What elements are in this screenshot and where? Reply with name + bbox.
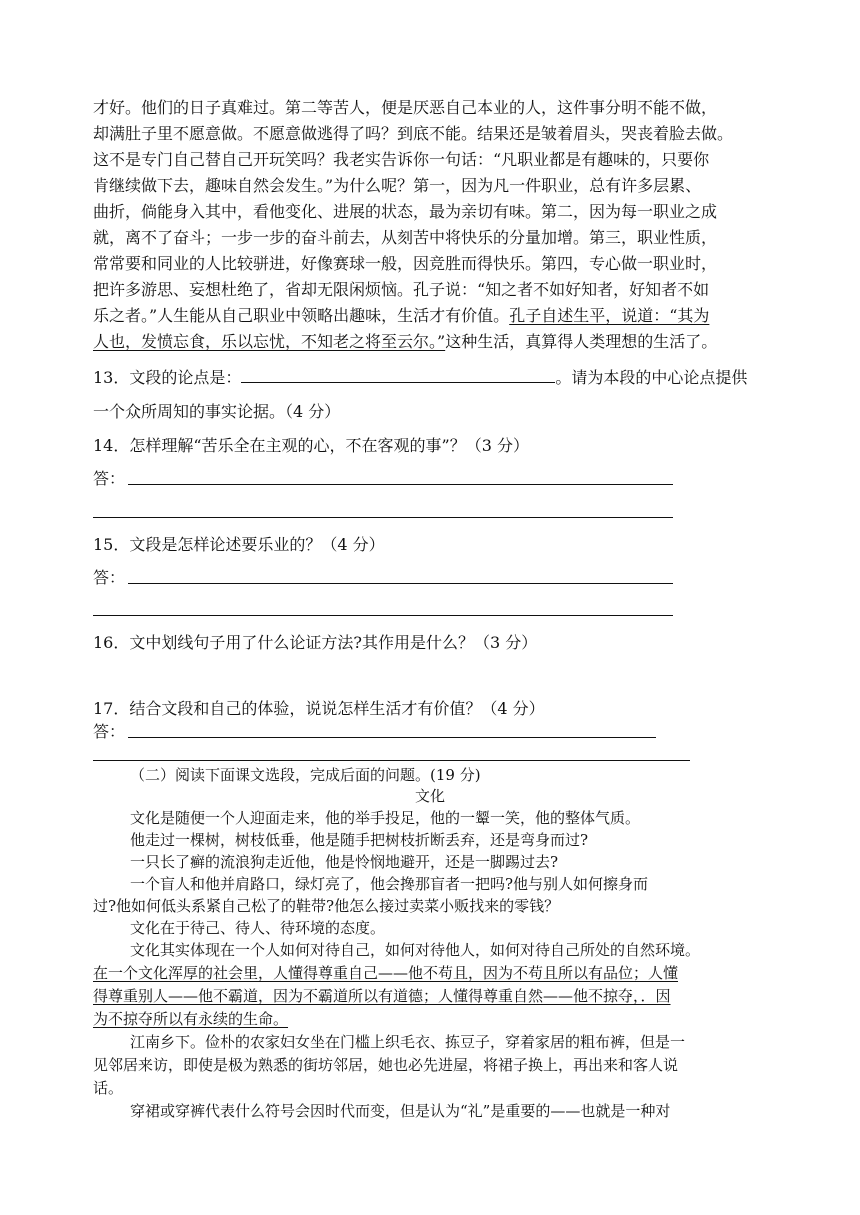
q15-answer-line-2[interactable] [93, 615, 673, 616]
q17-answer-label: 答： [93, 722, 126, 741]
q17-answer-line-1[interactable] [128, 737, 656, 738]
passage2-line-4: 一个盲人和他并肩路口，绿灯亮了，他会搀那盲者一把吗?他与别人如何擦身而 [130, 875, 649, 893]
passage1-line-1: 才好。他们的日子真难过。第二等苦人，便是厌恶自己本业的人，这件事分明不能不做， [93, 98, 718, 117]
passage2-underlined-line-1: 在一个文化浑厚的社会里，人懂得尊重自己——他不苟且，因为不苟且所以有品位；人懂 [93, 964, 679, 982]
q14-answer-label: 答： [93, 469, 126, 488]
q17-answer-line-2[interactable] [93, 760, 690, 761]
question-13-line-2: 一个众所周知的事实论据。（4 分） [93, 402, 341, 421]
passage1-line-9-plain: 乐之者。”人生能从自己职业中领略出趣味，生活才有价值。 [93, 306, 510, 325]
passage2-line-11: 穿裙或穿裤代表什么符号会因时代而变，但是认为“礼”是重要的——也就是一种对 [130, 1102, 671, 1120]
q15-answer-label: 答： [93, 568, 126, 587]
question-15: 15．文段是怎样论述要乐业的？（4 分） [93, 535, 385, 554]
section-2-heading: （二）阅读下面课文选段，完成后面的问题。(19 分) [130, 766, 481, 784]
passage2-line-8: 江南乡下。俭朴的农家妇女坐在门槛上织毛衣、拣豆子，穿着家居的粗布裤，但是一 [130, 1033, 686, 1051]
passage1-line-10-plain: 这种生活，真算得人类理想的生活了。 [445, 332, 718, 351]
passage2-line-5: 过?他如何低头系紧自己松了的鞋带?他怎么接过卖菜小贩找来的零钱？ [93, 897, 560, 915]
passage2-line-6: 文化在于待己、待人、待环境的态度。 [130, 919, 386, 937]
passage2-underlined-line-3: 为不掠夺所以有永续的生命。 [93, 1010, 289, 1028]
question-16: 16．文中划线句子用了什么论证方法?其作用是什么？（3 分） [93, 633, 538, 652]
passage2-underlined-line-2: 得尊重别人——他不霸道，因为不霸道所以有道德；人懂得尊重自然——他不掠夺，．因 [93, 987, 671, 1005]
passage2-line-10: 话。 [93, 1079, 124, 1097]
q14-answer-line-2[interactable] [93, 517, 673, 518]
passage1-line-7: 常常要和同业的人比较骈进，好像赛球一般，因竞胜而得快乐。第四，专心做一职业时， [93, 254, 718, 273]
q14-answer-line-1[interactable] [128, 484, 673, 485]
underlined-sentence-part-2: 人也，发愤忘食，乐以忘忧，不知老之将至云尔。” [93, 332, 446, 351]
passage1-line-5: 曲折，倘能身入其中，看他变化、进展的状态，最为亲切有味。第二，因为每一职业之成 [93, 202, 718, 221]
passage2-line-7: 文化其实体现在一个人如何对待自己，如何对待他人，如何对待自己所处的自然环境。 [130, 941, 701, 959]
passage1-line-10 [93, 332, 717, 352]
underlined-sentence-part-1: 孔子自述生平，说道：“其为 [509, 306, 710, 325]
passage1-line-8: 把许多游思、妄想杜绝了，省却无限闲烦恼。孔子说：“知之者不如好知者，好知者不如 [93, 280, 710, 299]
passage1-line-4: 肯继续做下去，趣味自然会发生。”为什么呢？第一，因为凡一件职业，总有许多层累、 [93, 176, 702, 195]
passage2-line-3: 一只长了癣的流浪狗走近他，他是怜悯地避开，还是一脚踢过去? [130, 853, 559, 871]
passage-2-title: 文化 [414, 787, 445, 805]
q15-answer-line-1[interactable] [128, 583, 673, 584]
passage1-line-9 [93, 306, 709, 326]
question-17: 17．结合文段和自己的体验，说说怎样生活才有价值？（4 分） [93, 699, 545, 718]
q13-prefix: 13．文段的论点是： [93, 368, 242, 387]
passage2-line-2: 他走过一棵树，树枝低垂，他是随手把树枝折断丢弃，还是弯身而过? [130, 831, 589, 849]
passage2-line-9: 见邻居来访，即使是极为熟悉的街坊邻居，她也必先进屋，将裙子换上，再出来和客人说 [93, 1056, 679, 1074]
passage1-line-3: 这不是专门自己替自己开玩笑吗？我老实告诉你一句话：“凡职业都是有趣味的，只要你 [93, 150, 710, 169]
question-13 [93, 368, 747, 388]
passage1-line-6: 就，离不了奋斗；一步一步的奋斗前去，从刻苦中将快乐的分量加增。第三，职业性质， [93, 228, 718, 247]
passage2-line-1: 文化是随便一个人迎面走来，他的举手投足，他的一颦一笑，他的整体气质。 [130, 809, 641, 827]
q13-suffix: 。请为本段的中心论点提供 [555, 368, 748, 387]
question-14: 14．怎样理解“苦乐全在主观的心，不在客观的事”？（3 分） [93, 436, 529, 455]
q13-answer-blank[interactable] [241, 368, 555, 383]
passage1-line-2: 却满肚子里不愿意做。不愿意做逃得了吗？到底不能。结果还是皱着眉头，哭丧着脸去做。 [93, 124, 734, 143]
